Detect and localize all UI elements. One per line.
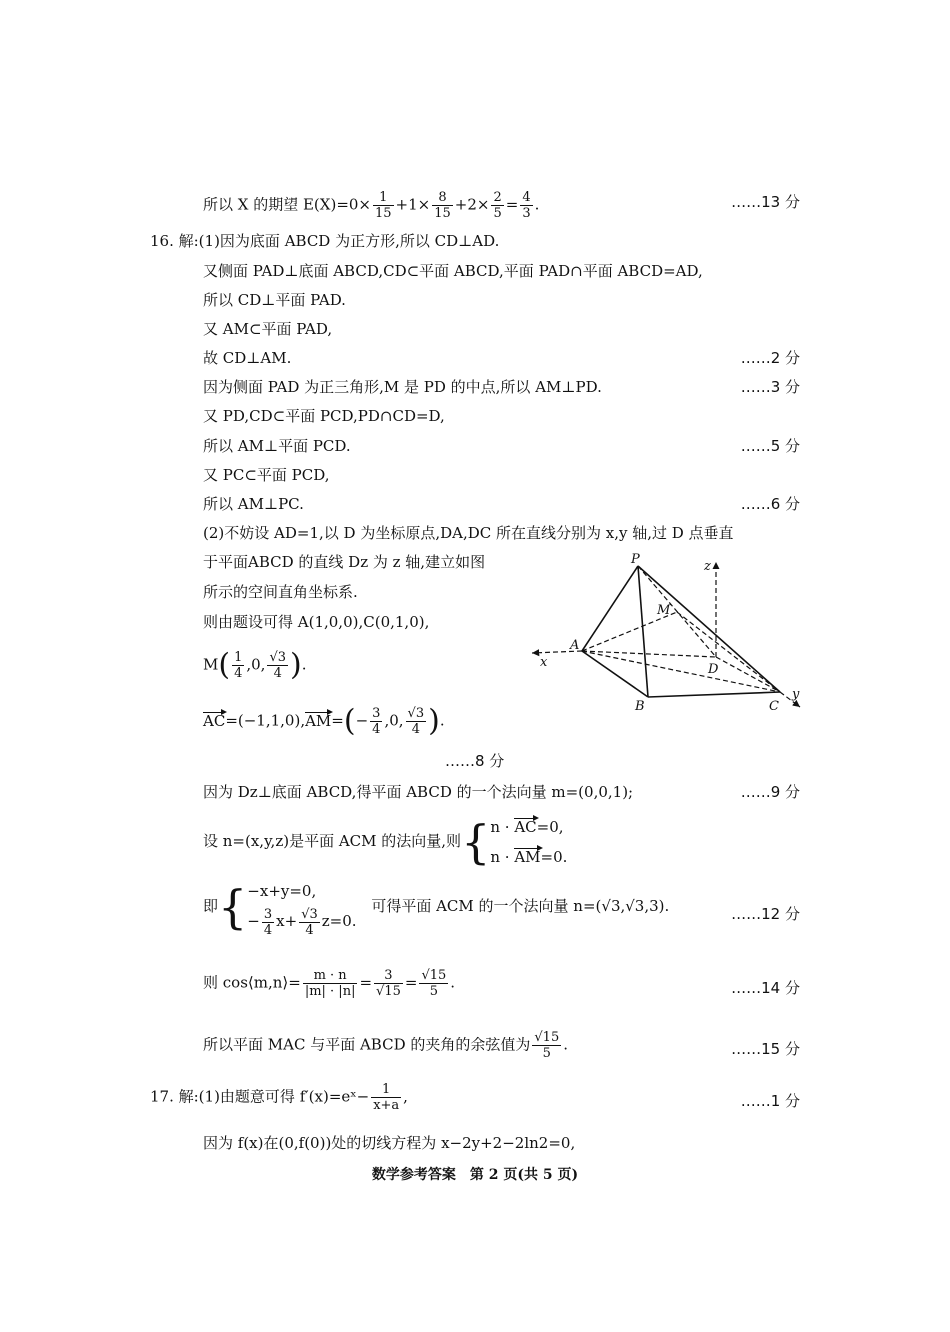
edge-pb [638, 566, 648, 697]
score-mark: ……14 分 [731, 979, 800, 997]
fraction [520, 190, 532, 221]
edge-pa [582, 566, 638, 651]
text: =0. [540, 848, 568, 866]
score-mark: ……1 分 [740, 1092, 800, 1110]
numerator: 3 [374, 968, 403, 984]
conclusion-line [203, 1030, 568, 1061]
fraction [267, 650, 288, 681]
left-paren: ( [218, 647, 231, 683]
denominator: 15 [434, 206, 451, 221]
problem-16-line: 16. 解:(1)因为底面 ABCD 为正方形,所以 CD⊥AD. [150, 232, 500, 250]
denominator: 5 [429, 984, 438, 999]
solution-line: 又 PC⊂平面 PCD, [203, 466, 330, 484]
label-m: M [657, 603, 671, 618]
denominator: 4 [305, 922, 314, 938]
text: 则 cos⟨m,n⟩= [203, 973, 301, 992]
text: = [404, 973, 418, 992]
solution-line: 所以 AM⊥平面 PCD. [203, 437, 351, 455]
score-mark: ……9 分 [740, 783, 800, 801]
label-z: z [704, 559, 711, 574]
expectation-line [203, 190, 539, 221]
equation-system [247, 876, 356, 938]
solution-line: 又 AM⊂平面 PAD, [203, 320, 333, 338]
numerator: 8 [432, 190, 453, 206]
page-footer: 数学参考答案 第 2 页(共 5 页) [371, 1167, 579, 1183]
text: . [450, 973, 456, 992]
text: =(−1,1,0), [225, 711, 306, 730]
score-mark: ……12 分 [731, 905, 800, 923]
label-d: D [708, 662, 719, 677]
label-a: A [570, 638, 580, 653]
fraction [432, 190, 453, 221]
vector-am: AM [305, 711, 332, 730]
denominator: √15 [376, 984, 401, 999]
label-y: y [792, 687, 800, 702]
text: 所以平面 MAC 与平面 ABCD 的夹角的余弦值为 [203, 1035, 531, 1054]
vector-am: AM [514, 848, 541, 866]
fraction [371, 1082, 401, 1113]
solution-line: 所示的空间直角坐标系. [203, 583, 358, 601]
fraction [532, 1030, 561, 1061]
denominator: 5 [542, 1046, 551, 1061]
numerator: √15 [534, 1030, 560, 1045]
numerator: 3 [372, 706, 381, 721]
right-paren: ) [290, 647, 302, 683]
text: M [203, 655, 219, 674]
numerator: √3 [301, 906, 318, 922]
text: n · [490, 848, 515, 866]
equation-system-line [203, 876, 669, 938]
text: − [355, 711, 369, 730]
point-m-coordinates [203, 647, 307, 683]
score-mark: ……15 分 [731, 1040, 800, 1058]
text: . [563, 1035, 568, 1054]
score-mark: ……2 分 [740, 349, 800, 367]
vector-ac: AC [203, 711, 226, 730]
score-mark: ……3 分 [740, 378, 800, 396]
solution-line: 又 PD,CD⊂平面 PCD,PD∩CD=D, [203, 407, 445, 425]
text: 所以 X 的期望 E(X)=0× [203, 195, 371, 214]
numerator: 1 [373, 190, 394, 206]
solution-line: 于平面ABCD 的直线 Dz 为 z 轴,建立如图 [203, 553, 486, 571]
label-p: P [631, 552, 640, 567]
numerator: 3 [263, 906, 273, 922]
right-paren: ) [428, 703, 440, 739]
solution-line: 则由题设可得 A(1,0,0),C(0,1,0), [203, 613, 430, 631]
fraction [419, 968, 448, 999]
text: 设 n=(x,y,z)是平面 ACM 的法向量,则 [203, 832, 462, 850]
numerator: 1 [234, 650, 243, 665]
denominator: 4 [273, 666, 282, 681]
denominator: 4 [372, 722, 381, 737]
edge-pd [638, 566, 716, 657]
text: = [331, 711, 344, 730]
solution-line: (2)不妨设 AD=1,以 D 为坐标原点,DA,DC 所在直线分别为 x,y 轴,过 D 点垂直 [203, 524, 734, 542]
text: = [359, 973, 373, 992]
numerator: 2 [493, 190, 502, 205]
denominator: 3 [522, 206, 531, 221]
solution-line: 因为 Dz⊥底面 ABCD,得平面 ABCD 的一个法向量 m=(0,0,1); [203, 783, 634, 801]
problem-17-line [150, 1082, 408, 1113]
vectors-line [203, 703, 445, 739]
denominator: 4 [234, 666, 243, 681]
segment-mc [677, 612, 780, 692]
solution-line: 又侧面 PAD⊥底面 ABCD,CD⊂平面 ABCD,平面 PAD∩平面 ABCD=AD, [203, 262, 703, 280]
text: 即 [203, 896, 219, 915]
pyramid-coordinate-figure [526, 552, 816, 722]
numerator: √15 [421, 968, 447, 983]
denominator: |m| · |n| [304, 984, 356, 999]
denominator: 5 [493, 206, 502, 221]
left-paren: ( [343, 703, 356, 739]
equation-row: −x+y=0, [247, 882, 317, 900]
text: ,0, [384, 711, 404, 730]
edge-ad [582, 651, 716, 657]
score-mark: ……5 分 [740, 437, 800, 455]
left-brace: { [461, 815, 491, 869]
fraction [373, 190, 394, 221]
denominator: 15 [375, 206, 392, 221]
denominator: x+a [373, 1098, 400, 1113]
numerator: √3 [407, 706, 425, 721]
text: , [403, 1087, 408, 1106]
fraction [374, 968, 403, 999]
edge-bc [648, 692, 780, 697]
fraction [491, 190, 503, 221]
equation-row [247, 906, 356, 938]
edge-dc [716, 657, 780, 692]
solution-line: 所以 AM⊥PC. [203, 495, 304, 513]
cosine-line [203, 968, 455, 999]
numerator: 4 [522, 190, 531, 205]
text: 17. 解:(1)由题意可得 f′(x)=eˣ− [150, 1087, 370, 1106]
label-c: C [769, 699, 779, 714]
equation-row [490, 842, 567, 872]
text: +1× [395, 195, 431, 214]
text: − [247, 912, 260, 930]
denominator: 4 [263, 922, 273, 938]
text: . [301, 655, 307, 674]
text: n · [490, 818, 515, 836]
equation-system [490, 812, 567, 872]
solution-line: 所以 CD⊥平面 PAD. [203, 291, 346, 309]
solution-line: 故 CD⊥AM. [203, 349, 292, 367]
score-mark: ……6 分 [740, 495, 800, 513]
fraction [299, 907, 320, 938]
numerator: m · n [303, 968, 358, 984]
score-mark: ……13 分 [731, 193, 800, 211]
fraction [370, 706, 382, 737]
text: . [439, 711, 445, 730]
text: =0, [536, 818, 564, 836]
text: = [505, 195, 519, 214]
fraction [232, 650, 244, 681]
text: z=0. [321, 912, 357, 930]
text: x+ [276, 912, 298, 930]
text: ,0, [246, 655, 266, 674]
equation-row [490, 812, 567, 842]
denominator: 4 [411, 722, 420, 737]
fraction [303, 968, 358, 999]
left-brace: { [218, 879, 248, 934]
text: +2× [454, 195, 490, 214]
fraction [406, 706, 427, 737]
label-b: B [635, 699, 645, 714]
numerator: √3 [269, 650, 287, 665]
vector-ac: AC [514, 818, 537, 836]
solution-line: 因为 f(x)在(0,f(0))处的切线方程为 x−2y+2−2ln2=0, [203, 1134, 576, 1152]
normal-vector-system [203, 812, 567, 872]
solution-line: 因为侧面 PAD 为正三角形,M 是 PD 的中点,所以 AM⊥PD. [203, 378, 602, 396]
label-x: x [540, 655, 548, 670]
numerator: 1 [371, 1082, 401, 1098]
text: . [534, 195, 540, 214]
text: 可得平面 ACM 的一个法向量 n=(√3,√3,3). [371, 896, 670, 915]
fraction [262, 907, 274, 938]
score-mark: ……8 分 [445, 752, 505, 770]
